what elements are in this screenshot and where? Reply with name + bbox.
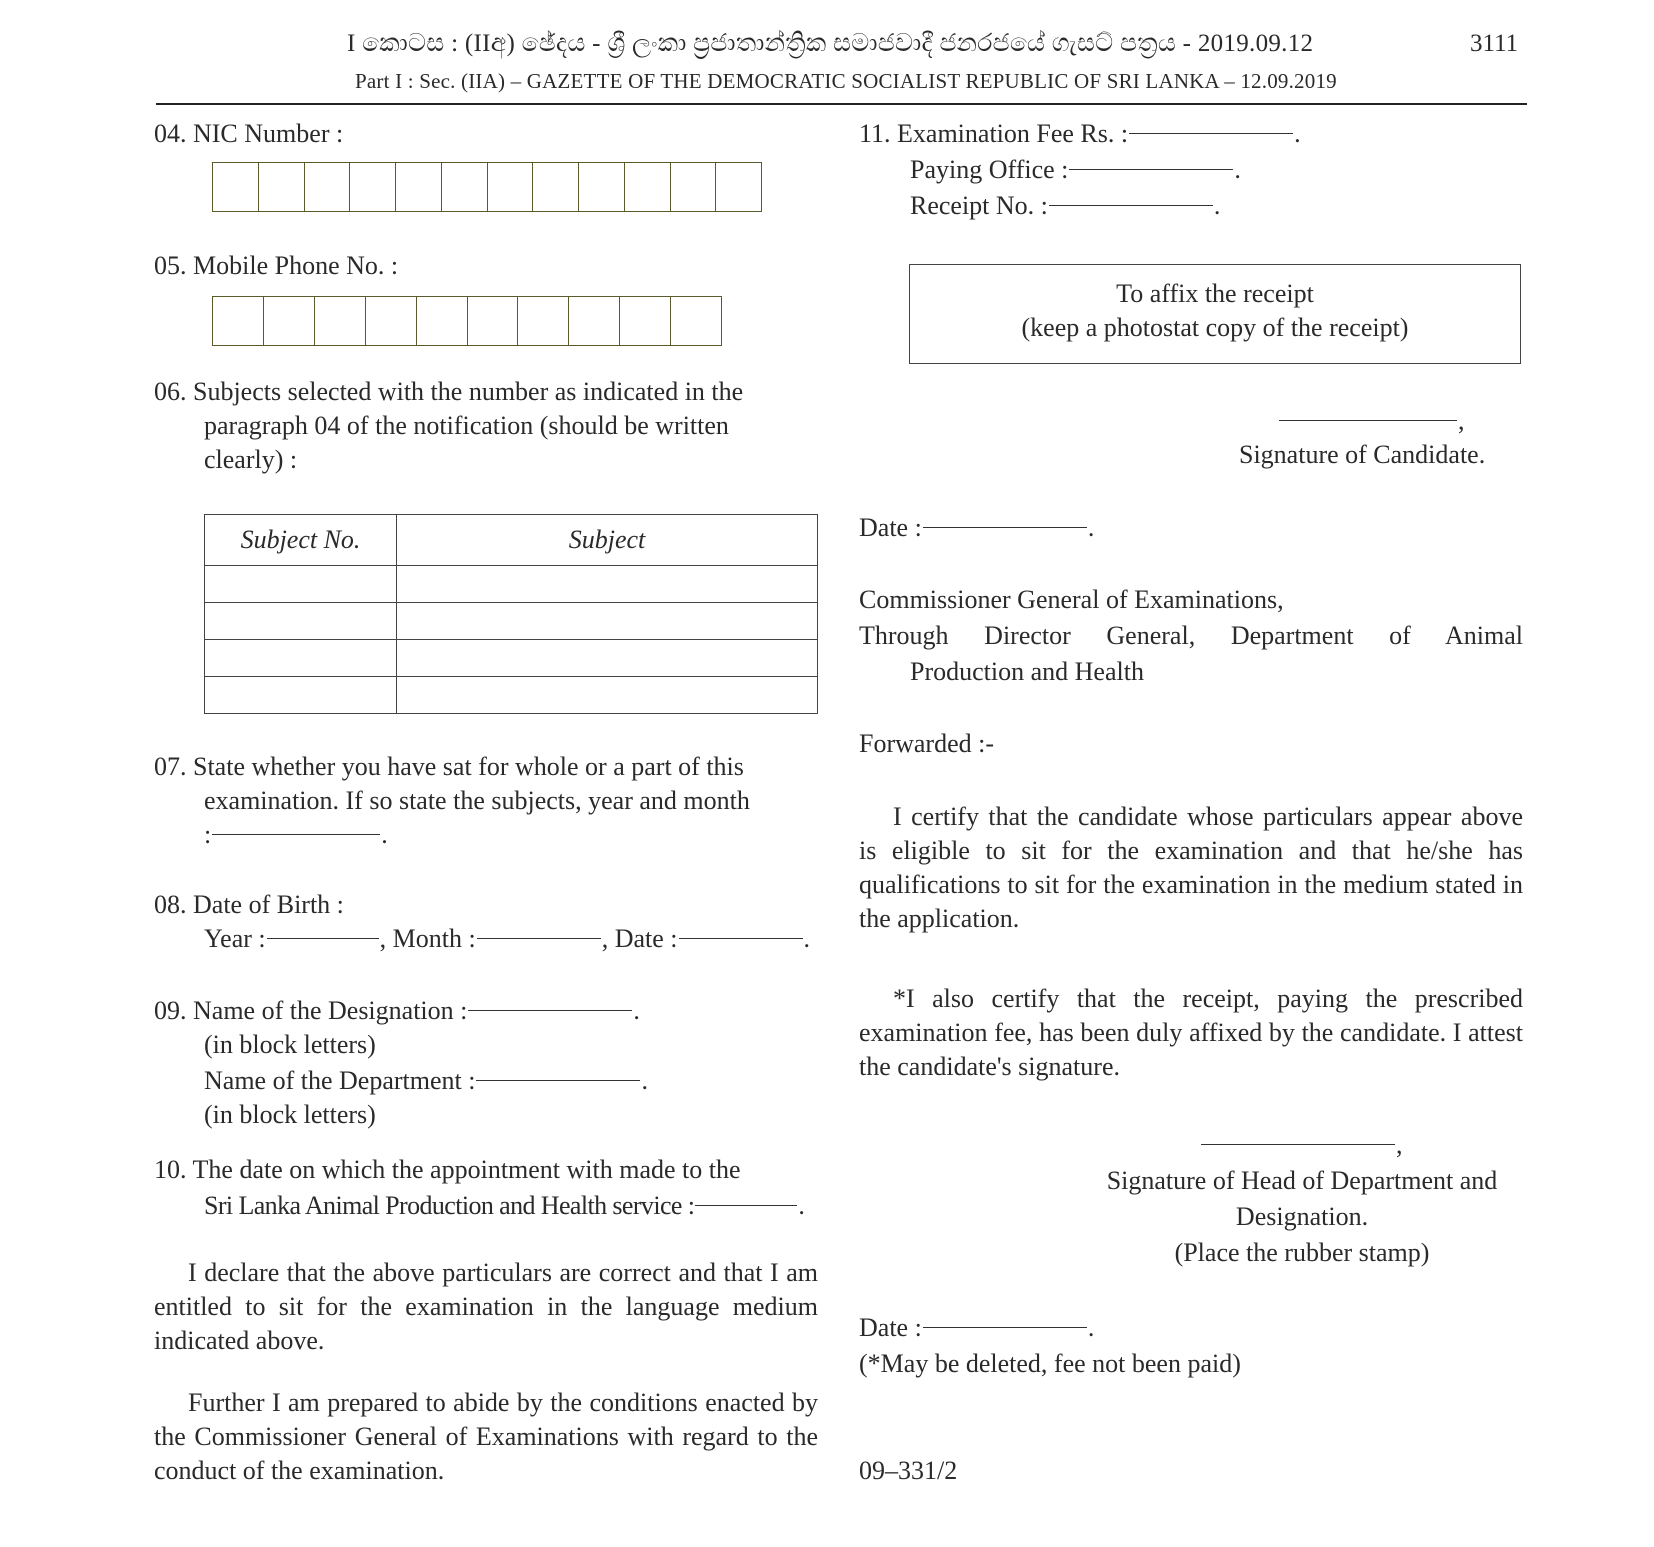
nic-digit-box[interactable] [671,163,717,211]
q07-line3: : . [204,820,388,849]
col-subject: Subject [397,515,818,566]
through-line: Through Director General, Department of Animal [859,621,1523,650]
receipt-box-line2: (keep a photostat copy of the receipt) [1021,313,1409,342]
receipt-no-label: Receipt No. : [910,191,1048,220]
q06-line1: 06. Subjects selected with the number as indicated in the [154,377,744,406]
phone-digit-box[interactable] [213,297,264,345]
candidate-signature-blank[interactable] [1279,420,1457,421]
phone-digit-box[interactable] [518,297,569,345]
q07-colon: : [204,820,212,849]
candidate-date-label: Date : [859,513,922,542]
phone-digit-box[interactable] [468,297,519,345]
certify-paragraph: I certify that the candidate whose particulars appear above is eligible to sit for the examination and that he/she has qualifications to sit for the examination in the medium stated in the application. [859,802,1523,933]
q09-designation-line: 09. Name of the Designation : . [154,996,640,1025]
paying-office-line: Paying Office : . [910,155,1241,184]
month-blank[interactable] [477,938,601,939]
fee-blank[interactable] [1129,133,1293,134]
receipt-box-line1: To affix the receipt [1116,279,1314,308]
header-rule [156,103,1527,105]
q11-fee-line: 11. Examination Fee Rs. : . [859,119,1301,148]
subject-no-cell[interactable] [205,677,397,714]
col-subject-no: Subject No. [205,515,397,566]
q04-label: 04. NIC Number : [154,119,344,148]
table-row [205,640,818,677]
table-row [205,603,818,640]
receipt-no-line: Receipt No. : . [910,191,1221,220]
nic-digit-box[interactable] [259,163,305,211]
phone-digit-box[interactable] [620,297,671,345]
q10-line1: 10. The date on which the appointment with made to the [154,1155,741,1184]
year-label: Year : [204,924,266,953]
fee-label: 11. Examination Fee Rs. : [859,119,1129,148]
table-row [205,566,818,603]
forwarded-label: Forwarded :- [859,729,995,758]
q09-department-line: Name of the Department : . [204,1066,648,1095]
date-label: , Date : [601,924,678,953]
nic-digit-box[interactable] [396,163,442,211]
reference-number: 09–331/2 [859,1456,958,1485]
subject-no-cell[interactable] [205,603,397,640]
page-number: 3111 [1470,30,1519,57]
designation-label-right: Designation. [1235,1202,1369,1231]
table-header-row [205,515,818,566]
subject-no-cell[interactable] [205,566,397,603]
paying-office-blank[interactable] [1069,169,1233,170]
phone-digit-box[interactable] [264,297,315,345]
candidate-signature-line: , [1278,404,1465,438]
candidate-date-line: Date : . [859,513,1095,542]
subject-cell[interactable] [397,603,818,640]
subject-cell[interactable] [397,566,818,603]
year-blank[interactable] [267,938,379,939]
subjects-table [204,514,818,714]
department-blank[interactable] [476,1080,640,1081]
nic-digit-box[interactable] [305,163,351,211]
commissioner-line: Commissioner General of Examinations, [859,585,1284,614]
q07-line2: examination. If so state the subjects, year and month [204,786,750,815]
designation-blank[interactable] [468,1010,632,1011]
conditions-paragraph: Further I am prepared to abide by the conditions enacted by the Commissioner General of Examinations with regard to the conduct of the examination. [154,1388,818,1485]
department-label: Name of the Department : [204,1066,476,1095]
q06-line3: clearly) : [204,445,298,474]
date-blank[interactable] [679,938,803,939]
q08-label: 08. Date of Birth : [154,890,344,919]
nic-digit-box[interactable] [350,163,396,211]
mobile-phone-field[interactable] [212,296,722,346]
nic-digit-box[interactable] [579,163,625,211]
nic-digit-box[interactable] [625,163,671,211]
paying-office-label: Paying Office : [910,155,1069,184]
subject-no-cell[interactable] [205,640,397,677]
appointment-date-blank[interactable] [695,1205,797,1206]
head-date-blank[interactable] [923,1327,1087,1328]
nic-digit-box[interactable] [213,163,259,211]
candidate-signature-label: Signature of Candidate. [1239,440,1486,469]
deletion-note: (*May be deleted, fee not been paid) [859,1349,1241,1378]
q08-fields: Year : , Month : , Date : . [204,924,811,953]
gazette-header-english: Part I : Sec. (IIA) – GAZETTE OF THE DEMOCRATIC SOCIALIST REPUBLIC OF SRI LANKA – 12.09.2019 [355,69,1337,93]
nic-digit-box[interactable] [488,163,534,211]
candidate-date-blank[interactable] [923,527,1087,528]
subject-cell[interactable] [397,640,818,677]
subject-cell[interactable] [397,677,818,714]
gazette-header-sinhala: I කොටස : (IIඅ) ඡේදය - ශ්‍රී ලංකා ප්‍රජාතාන්ත්‍රික සමාජවාදී ජනරජයේ ගැසට් පත්‍රය - 2019.09.12 [347,30,1314,57]
phone-digit-box[interactable] [569,297,620,345]
q10-label: Sri Lanka Animal Production and Health service : [204,1191,695,1220]
receipt-certify-paragraph: *I also certify that the receipt, paying the prescribed examination fee, has been duly affixed by the candidate. I attest the candidate's signature. [859,984,1523,1081]
phone-digit-box[interactable] [315,297,366,345]
head-date-line: Date : . [859,1313,1095,1342]
q07-line1: 07. State whether you have sat for whole or a part of this [154,752,744,781]
designation-label: 09. Name of the Designation : [154,996,468,1025]
table-row [205,677,818,714]
nic-number-field[interactable] [212,162,762,212]
production-line: Production and Health [910,657,1144,686]
head-signature-label: Signature of Head of Department and [1106,1166,1498,1195]
nic-digit-box[interactable] [442,163,488,211]
nic-digit-box[interactable] [716,163,761,211]
phone-digit-box[interactable] [671,297,721,345]
q07-answer-blank[interactable] [212,834,380,835]
phone-digit-box[interactable] [417,297,468,345]
q09-block-note-2: (in block letters) [204,1100,376,1129]
q09-block-note-1: (in block letters) [204,1030,376,1059]
nic-digit-box[interactable] [533,163,579,211]
receipt-affix-box[interactable] [909,264,1521,364]
q10-line2: Sri Lanka Animal Production and Health service : . [204,1191,805,1220]
phone-digit-box[interactable] [366,297,417,345]
declaration-paragraph: I declare that the above particulars are correct and that I am entitled to sit for the examination in the language medium indicated above. [154,1258,818,1355]
receipt-no-blank[interactable] [1049,205,1213,206]
month-label: , Month : [379,924,476,953]
head-signature-blank[interactable] [1201,1144,1395,1145]
q06-line2: paragraph 04 of the notification (should be written [204,411,729,440]
head-date-label: Date : [859,1313,922,1342]
head-signature-line: , [1200,1128,1403,1162]
q05-label: 05. Mobile Phone No. : [154,251,399,280]
rubber-stamp-note: (Place the rubber stamp) [1174,1238,1430,1267]
